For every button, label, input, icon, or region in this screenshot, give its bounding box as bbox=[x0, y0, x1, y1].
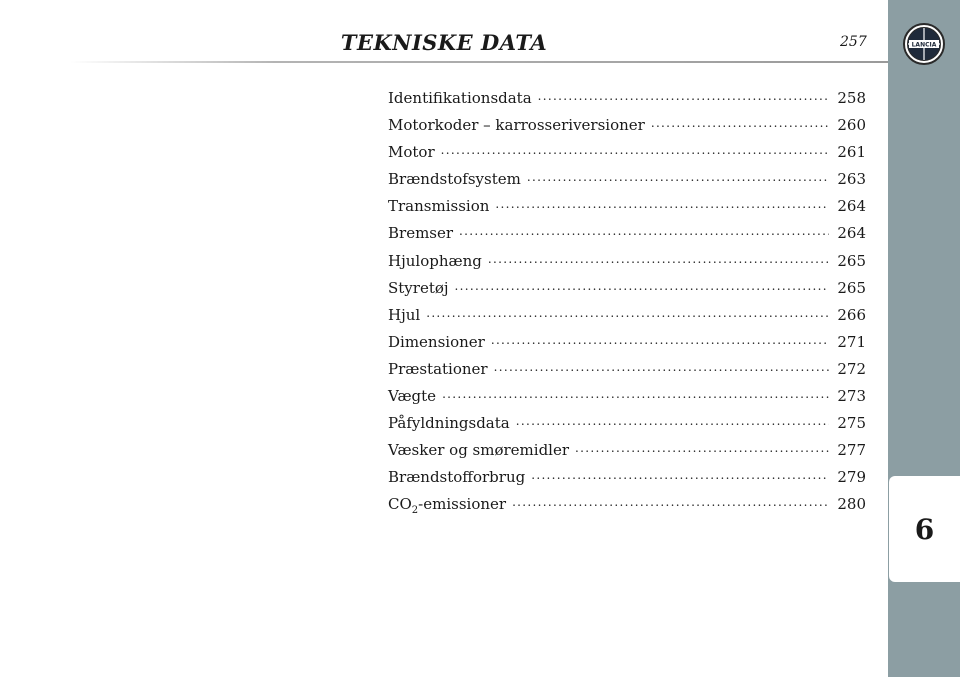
toc-entry-page: 273 bbox=[837, 387, 866, 406]
toc-entry-page: 280 bbox=[837, 495, 866, 514]
toc-leader-dots bbox=[459, 223, 829, 238]
page-title: TEKNISKE DATA bbox=[340, 30, 548, 55]
toc-leader-dots bbox=[488, 251, 830, 266]
toc-entry-label: Motorkoder – karrosseriversioner bbox=[388, 116, 645, 135]
toc-entry-label: Transmission bbox=[388, 197, 490, 216]
toc-entry-label: Hjulophæng bbox=[388, 251, 482, 270]
toc-entry-page: 260 bbox=[837, 116, 866, 135]
toc-entry-page: 275 bbox=[837, 414, 866, 433]
table-of-contents bbox=[388, 88, 866, 522]
toc-entry-label: Brændstofforbrug bbox=[388, 468, 526, 487]
toc-entry-label: Væsker og smøremidler bbox=[388, 441, 570, 460]
toc-leader-dots bbox=[494, 359, 830, 374]
toc-entry[interactable] bbox=[388, 386, 866, 413]
toc-entry[interactable] bbox=[388, 115, 866, 142]
toc-entry-label: Hjul bbox=[388, 305, 421, 324]
toc-entry[interactable] bbox=[388, 440, 866, 467]
toc-entry[interactable] bbox=[388, 169, 866, 196]
lancia-logo bbox=[902, 22, 946, 66]
toc-entry[interactable] bbox=[388, 223, 866, 250]
toc-entry[interactable] bbox=[388, 142, 866, 169]
toc-entry-label: Vægte bbox=[388, 387, 437, 406]
toc-entry[interactable] bbox=[388, 359, 866, 386]
page-number: 257 bbox=[840, 34, 867, 50]
toc-entry-page: 277 bbox=[837, 441, 866, 460]
toc-entry-label: Motor bbox=[388, 143, 435, 162]
toc-entry[interactable] bbox=[388, 413, 866, 440]
toc-entry-page: 272 bbox=[837, 359, 866, 378]
toc-entry-label-subscript: 2 bbox=[411, 505, 419, 517]
toc-leader-dots bbox=[455, 278, 830, 293]
toc-leader-dots bbox=[512, 494, 829, 509]
toc-entry-label: Styretøj bbox=[388, 278, 449, 297]
toc-entry-page: 279 bbox=[837, 468, 866, 487]
toc-entry[interactable] bbox=[388, 88, 866, 115]
toc-entry-page: 266 bbox=[837, 305, 866, 324]
toc-leader-dots bbox=[531, 467, 829, 482]
toc-entry-label: Præstationer bbox=[388, 359, 488, 378]
toc-entry-label: Påfyldningsdata bbox=[388, 414, 510, 433]
chapter-tab[interactable] bbox=[889, 476, 960, 582]
toc-entry-page: 264 bbox=[837, 197, 866, 216]
toc-entry-label bbox=[388, 495, 512, 516]
toc-leader-dots bbox=[538, 88, 830, 103]
toc-entry-page: 263 bbox=[837, 170, 866, 189]
logo-text: LANCIA bbox=[911, 41, 937, 49]
toc-entry-page: 258 bbox=[837, 89, 866, 107]
toc-entry[interactable] bbox=[388, 305, 866, 332]
toc-entry-label-suffix: -emissioner bbox=[418, 495, 507, 514]
toc-entry-label-prefix: CO bbox=[388, 495, 412, 514]
toc-entry[interactable] bbox=[388, 196, 866, 223]
toc-entry[interactable] bbox=[388, 467, 866, 494]
toc-leader-dots bbox=[441, 142, 830, 157]
toc-leader-dots bbox=[426, 305, 829, 320]
toc-leader-dots bbox=[527, 169, 829, 184]
toc-entry-label: Bremser bbox=[388, 224, 454, 243]
toc-leader-dots bbox=[575, 440, 829, 455]
header-rule bbox=[70, 61, 890, 63]
toc-leader-dots bbox=[651, 115, 830, 130]
toc-entry-page: 265 bbox=[837, 278, 866, 297]
toc-leader-dots bbox=[516, 413, 830, 428]
toc-entry-page: 261 bbox=[837, 143, 866, 162]
toc-entry[interactable] bbox=[388, 278, 866, 305]
toc-entry-label: Dimensioner bbox=[388, 332, 485, 351]
toc-entry[interactable] bbox=[388, 332, 866, 359]
toc-leader-dots bbox=[495, 196, 829, 211]
toc-entry[interactable] bbox=[388, 494, 866, 521]
toc-entry-label: Brændstofsystem bbox=[388, 170, 521, 189]
toc-leader-dots bbox=[442, 386, 829, 401]
toc-entry-label: Identifikationsdata bbox=[388, 89, 532, 107]
toc-entry[interactable] bbox=[388, 251, 866, 278]
chapter-number: 6 bbox=[914, 512, 935, 546]
toc-entry-page: 264 bbox=[837, 224, 866, 243]
toc-entry-page: 265 bbox=[837, 251, 866, 270]
toc-entry-page: 271 bbox=[837, 332, 866, 351]
toc-leader-dots bbox=[491, 332, 830, 347]
side-tab bbox=[888, 0, 960, 677]
